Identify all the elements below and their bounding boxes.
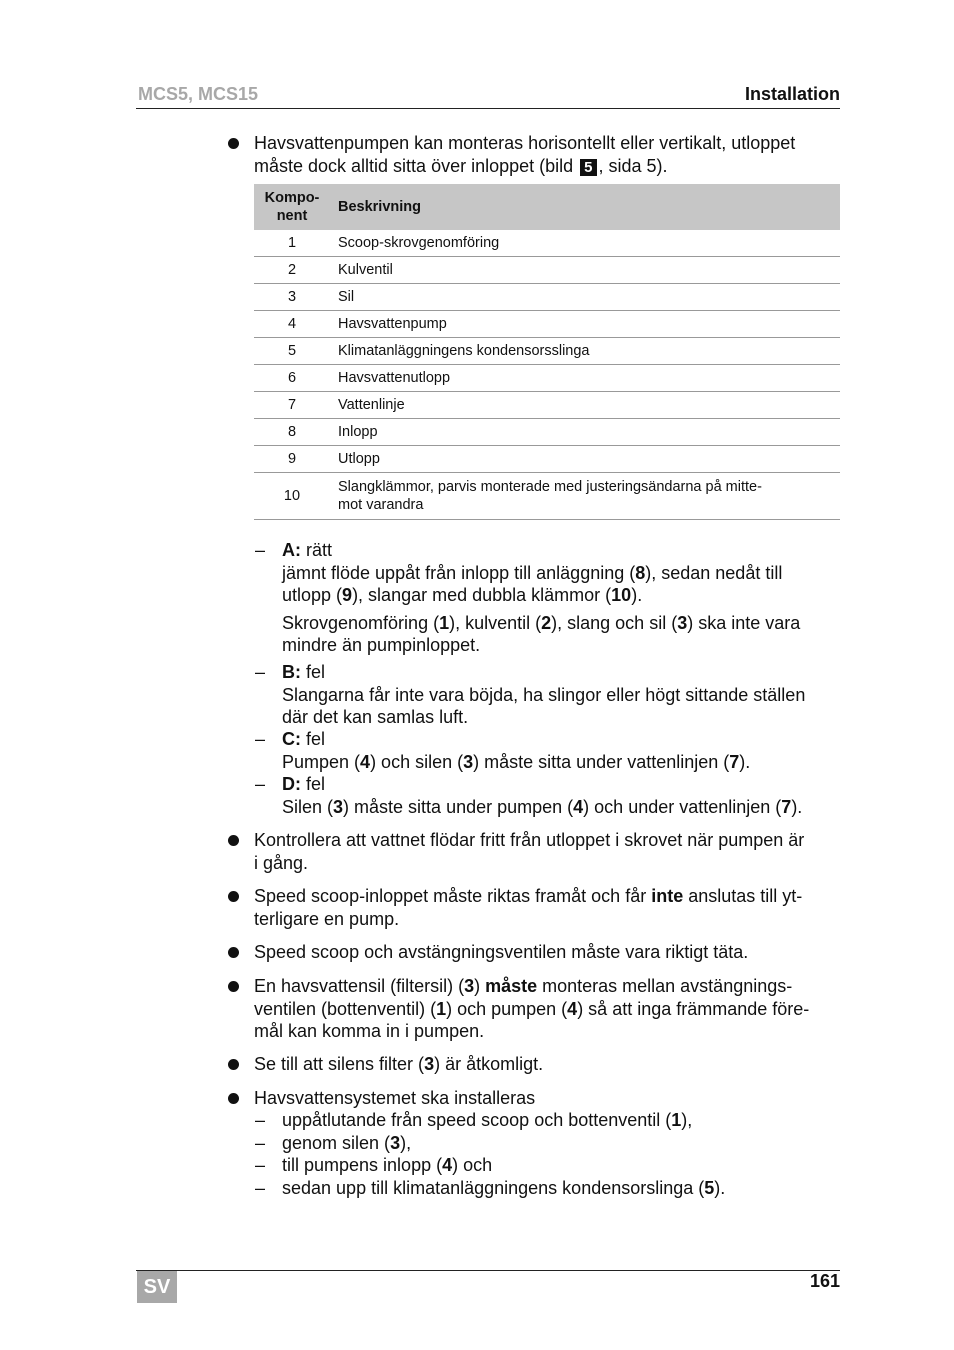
language-badge: SV	[137, 1271, 177, 1303]
case-a: – A: rätt jämnt flöde uppåt från inlopp till anläggning (8), sedan nedåt till utlopp (9), slangar med dubbla klämmor (10). Skrovgenomföring (1), kulventil (2), slang och sil (3) ska inte vara mindre än pumpinloppet.	[255, 540, 801, 655]
scoop-bullet: Speed scoop-inloppet måste riktas framåt och får inte anslutas till yt- terligare en pump.	[254, 885, 842, 930]
table-header-row	[254, 184, 840, 230]
install-step: – till pumpens inlopp (4) och	[255, 1155, 493, 1175]
table-row: 3 Sil	[254, 284, 840, 311]
case-c: – C: fel Pumpen (4) och silen (3) måste sitta under vattenlinjen (7).	[255, 729, 751, 772]
table-row: 1 Scoop-skrovgenomföring	[254, 230, 840, 257]
bullet-icon	[228, 891, 239, 902]
install-step: – sedan upp till klimatanläggningens kondensorslinga (5).	[255, 1178, 726, 1198]
bullet-icon	[228, 138, 239, 149]
bullet-icon	[228, 1059, 239, 1070]
header-model: MCS5, MCS15	[138, 84, 259, 104]
table-row: 6 Havsvattenutlopp	[254, 365, 840, 392]
case-d: – D: fel Silen (3) måste sitta under pumpen (4) och under vattenlinjen (7).	[255, 774, 803, 817]
seal-bullet: Speed scoop och avstängningsventilen måste vara riktigt täta.	[254, 941, 842, 964]
install-step: – genom silen (3),	[255, 1133, 412, 1153]
flow-bullet: Kontrollera att vattnet flödar fritt från utloppet i skrovet när pumpen är i gång.	[254, 829, 842, 874]
table-row: 9 Utlopp	[254, 446, 840, 473]
install-step: – uppåtlutande från speed scoop och bottenventil (1),	[255, 1110, 693, 1130]
bullet-icon	[228, 981, 239, 992]
figure-reference: 5	[580, 159, 596, 176]
bullet-icon	[228, 947, 239, 958]
bullet-icon	[228, 835, 239, 846]
table-row: 2 Kulventil	[254, 257, 840, 284]
page-number: 161	[809, 1271, 840, 1291]
table-row: 10 Slangklämmor, parvis monterade med justeringsändarna på mitte- mot varandra	[254, 473, 840, 520]
header-component: Kompo- nent	[254, 184, 330, 230]
table-row: 5 Klimatanläggningens kondensorsslinga	[254, 338, 840, 365]
intro-bullet: Havsvattenpumpen kan monteras horisontellt eller vertikalt, utloppet måste dock alltid sitta över inloppet (bild 5 , sida 5).	[254, 132, 842, 177]
case-b: – B: fel Slangarna får inte vara böjda, ha slingor eller högt sittande ställen där det kan samlas luft.	[255, 662, 806, 727]
table-row: 7 Vattenlinje	[254, 392, 840, 419]
table-row: 4 Havsvattenpump	[254, 311, 840, 338]
header-section: Installation	[744, 84, 840, 104]
header-rule	[136, 108, 840, 109]
install-bullet: Havsvattensystemet ska installeras	[254, 1087, 842, 1110]
strainer-bullet: En havsvattensil (filtersil) (3) måste monteras mellan avstängnings- ventilen (bottenventil) (1) och pumpen (4) så att inga främmande före- mål kan komma in i pumpen.	[254, 975, 842, 1043]
filter-bullet: Se till att silens filter (3) är åtkomligt.	[254, 1053, 842, 1076]
bullet-icon	[228, 1093, 239, 1104]
header-description: Beskrivning	[330, 184, 840, 230]
component-table	[254, 184, 840, 520]
table-row: 8 Inlopp	[254, 419, 840, 446]
footer-rule	[136, 1270, 840, 1271]
